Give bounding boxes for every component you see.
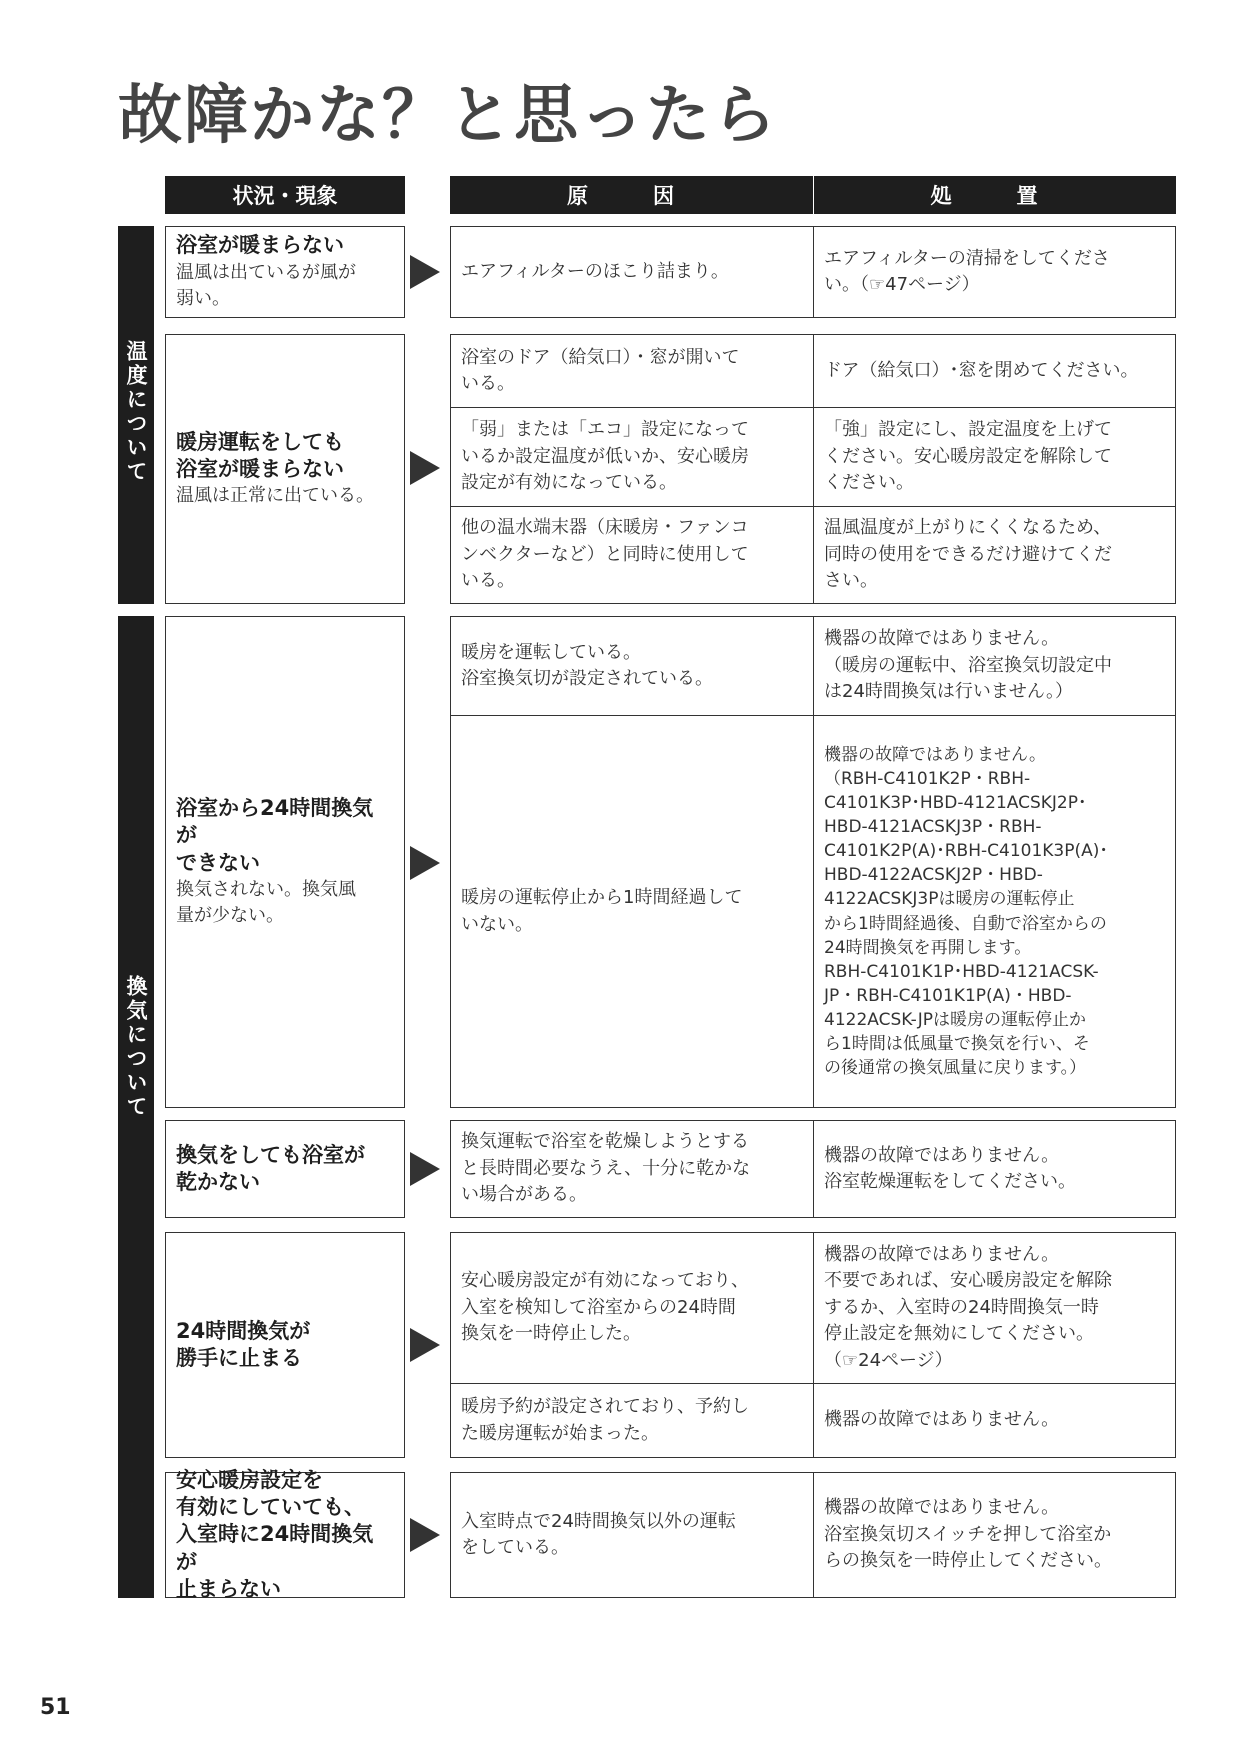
cause-remedy-table: [450, 1120, 1176, 1218]
remedy-cell: エアフィルターの清掃をしてくださ い。（☞47ページ）: [824, 247, 1110, 295]
table-row: [451, 227, 1175, 317]
cause-cell: 入室時点で24時間換気以外の運転 をしている。: [451, 1473, 814, 1597]
cause-cell: 浴室のドア（給気口）・窓が開いて いる。: [451, 335, 814, 407]
remedy-cell: 機器の故障ではありません。 浴室乾燥運転をしてください。: [824, 1144, 1076, 1192]
remedy-cell: 機器の故障ではありません。 浴室換気切スイッチを押して浴室か らの換気を一時停止してください。: [824, 1497, 1112, 1572]
remedy-cell: 「強」設定にし、設定温度を上げて ください。安心暖房設定を解除して ください。: [824, 419, 1112, 494]
section-label-text: 換気について: [124, 975, 148, 1119]
table-row: [451, 506, 1175, 603]
cause-cell: エアフィルターのほこり詰まり。: [451, 227, 814, 317]
cause-remedy-table: [450, 334, 1176, 604]
situation-title: 24時間換気が 勝手に止まる: [176, 1318, 311, 1370]
situation-detail: 温風は出ているが風が 弱い。: [176, 261, 356, 309]
cause-cell: 暖房を運転している。 浴室換気切が設定されている。: [451, 617, 814, 715]
remedy-cell: 機器の故障ではありません。 （RBH-C4101K2P・RBH- C4101K3P･HBD-4121ACSKJ2P･ HBD-4121ACSKJ3P・RBH- C4101K2P(A)･RBH-C4101K3P(A)･ HBD-4122ACSKJ2P・HBD- 4122ACSKJ3Pは暖房の運転停止 から1時間経過後、自動で浴室からの 24時間換気を再開します。 RBH-C4101K1P･HBD-4121ACSK- JP・RBH-C4101K1P(A)・HBD- 4122ACSK-JPは暖房の運転停止か ら1時間は低風量で換気を行い、そ の後通常の換気風量に戻ります。）: [824, 744, 1108, 1079]
arrow-right-icon: [410, 255, 440, 289]
situation-box: [165, 334, 405, 604]
remedy-cell: 機器の故障ではありません。 （暖房の運転中、浴室換気切設定中 は24時間換気は行いません。）: [824, 628, 1112, 703]
header-remedy: 処 置: [814, 176, 1176, 214]
table-row: [451, 1233, 1175, 1383]
cause-cell: 他の温水端末器（床暖房・ファンコ ンベクターなど）と同時に使用して いる。: [451, 507, 814, 603]
situation-title: 浴室から24時間換気が できない: [176, 795, 374, 875]
table-row: [451, 715, 1175, 1107]
cause-cell: 暖房予約が設定されており、予約し た暖房運転が始まった。: [451, 1384, 814, 1457]
table-row: [451, 1383, 1175, 1457]
arrow-right-icon: [410, 1328, 440, 1362]
section-label-temperature: [118, 226, 154, 604]
situation-box: [165, 1467, 405, 1601]
remedy-cell: ドア（給気口）･窓を閉めてください。: [824, 359, 1139, 381]
header-cause: 原 因: [450, 176, 813, 214]
table-row: [451, 617, 1175, 715]
cause-remedy-table: [450, 1232, 1176, 1458]
situation-detail: 温風は正常に出ている。: [176, 485, 374, 507]
situation-box: [165, 616, 405, 1108]
cause-cell: 換気運転で浴室を乾燥しようとする と長時間必要なうえ、十分に乾かな い場合がある。: [451, 1121, 814, 1217]
cause-remedy-table: [450, 616, 1176, 1108]
cause-remedy-table: [450, 226, 1176, 318]
table-row: [451, 335, 1175, 407]
cause-cell: 暖房の運転停止から1時間経過して いない。: [451, 716, 814, 1107]
situation-box: [165, 1232, 405, 1458]
situation-title: 安心暖房設定を 有効にしていても、 入室時に24時間換気が 止まらない: [176, 1467, 374, 1601]
remedy-cell: 機器の故障ではありません。 不要であれば、安心暖房設定を解除 するか、入室時の24時間換気一時 停止設定を無効にしてください。 （☞24ページ）: [824, 1243, 1112, 1371]
section-label-ventilation: [118, 616, 154, 1598]
page-number: 51: [40, 1695, 71, 1720]
situation-detail: 換気されない。換気風 量が少ない。: [176, 878, 356, 926]
situation-box: [165, 226, 405, 318]
cause-cell: 「弱」または「エコ」設定になって いるか設定温度が低いか、安心暖房 設定が有効になっている。: [451, 408, 814, 506]
arrow-right-icon: [410, 1518, 440, 1552]
remedy-cell: 機器の故障ではありません。: [824, 1409, 1060, 1431]
situation-box: [165, 1120, 405, 1218]
situation-title: 換気をしても浴室が 乾かない: [176, 1142, 365, 1194]
page-title: 故障かな？と思ったら: [118, 79, 778, 153]
cause-cell: 安心暖房設定が有効になっており、 入室を検知して浴室からの24時間 換気を一時停止した。: [451, 1233, 814, 1383]
remedy-cell: 温風温度が上がりにくくなるため、 同時の使用をできるだけ避けてくだ さい。: [824, 517, 1112, 592]
situation-title: 暖房運転をしても 浴室が暖まらない: [176, 429, 344, 481]
header-situation: 状況・現象: [165, 176, 405, 214]
section-label-text: 温度について: [124, 340, 148, 484]
situation-title: 浴室が暖まらない: [176, 233, 344, 258]
arrow-right-icon: [410, 1152, 440, 1186]
arrow-right-icon: [410, 846, 440, 880]
arrow-right-icon: [410, 451, 440, 485]
table-row: [451, 1473, 1175, 1597]
table-row: [451, 407, 1175, 506]
cause-remedy-table: [450, 1472, 1176, 1598]
table-row: [451, 1121, 1175, 1217]
